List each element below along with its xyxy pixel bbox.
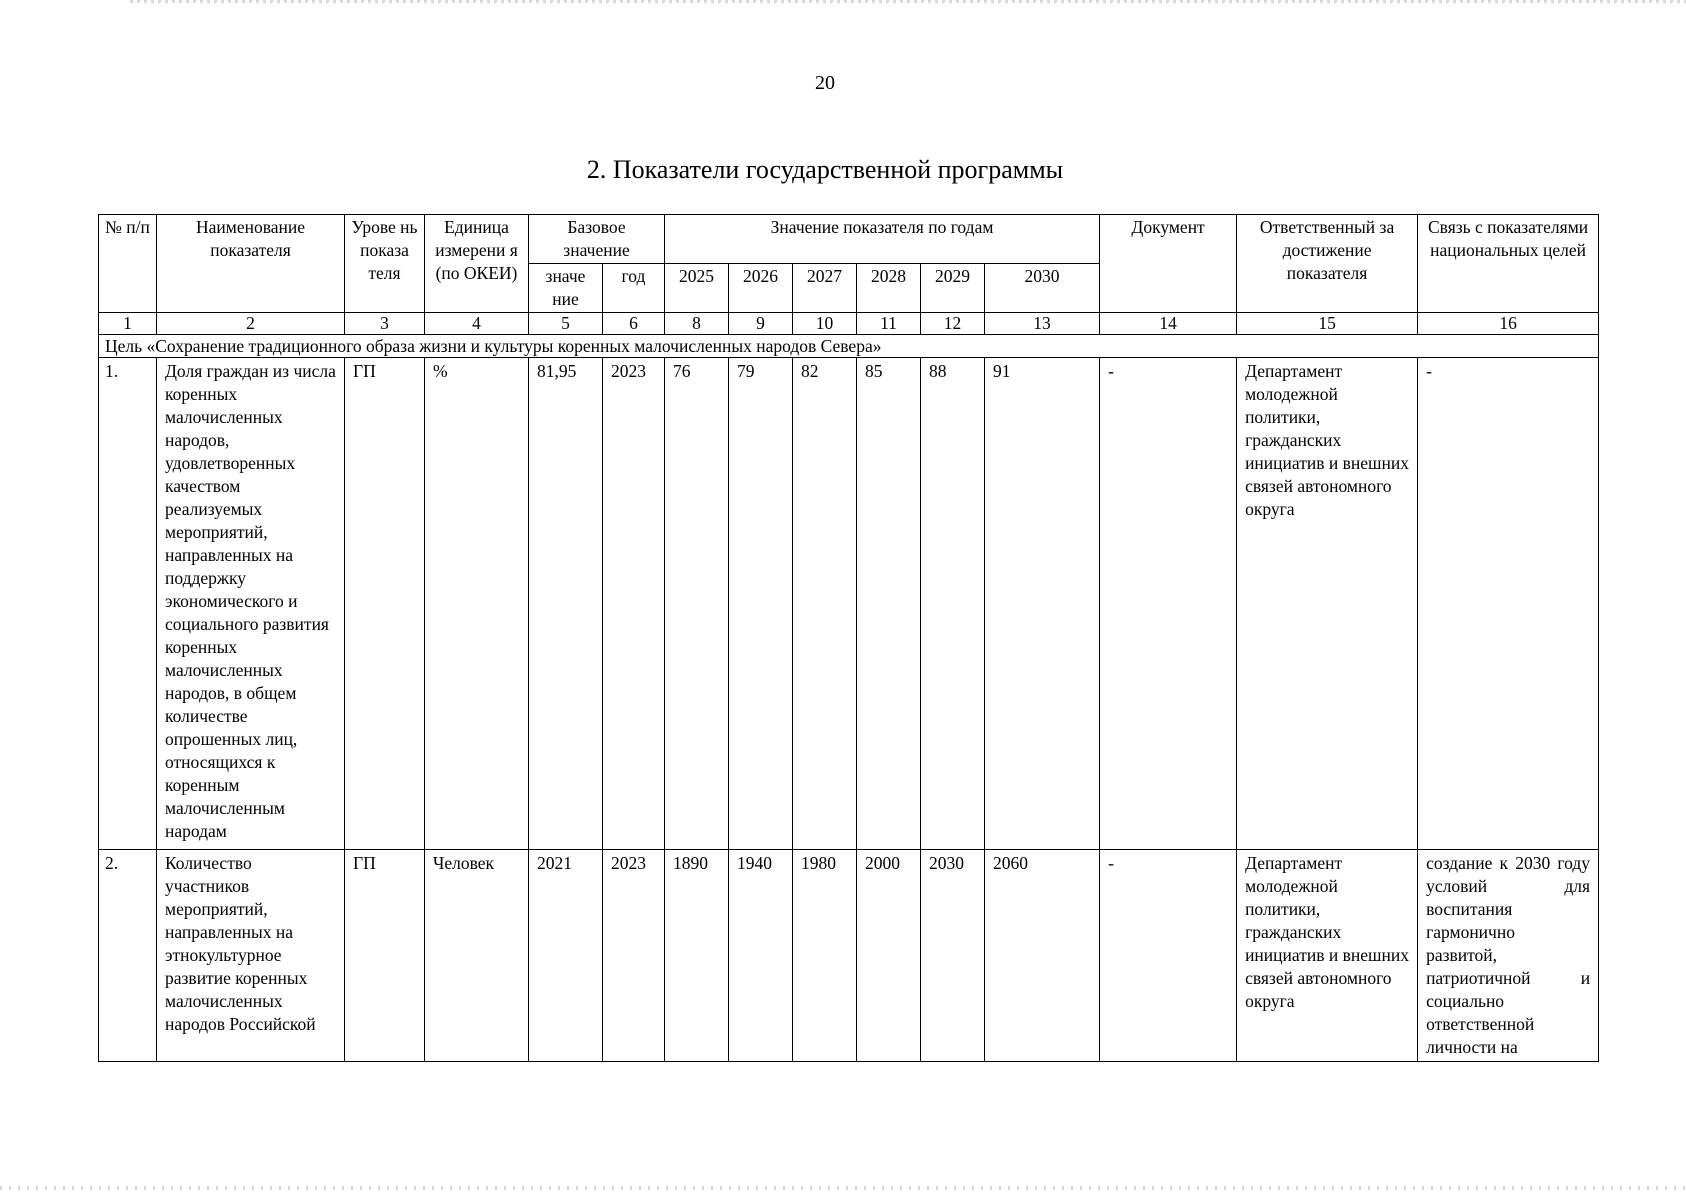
row-value-2029: 2030	[921, 850, 985, 1062]
column-number: 5	[529, 313, 603, 335]
row-num: 2.	[99, 850, 157, 1062]
row-value-2027: 1980	[793, 850, 857, 1062]
row-responsible: Департамент молодежной политики, гражданских инициатив и внешних связей автономного округа	[1237, 850, 1418, 1062]
header-document: Документ	[1100, 215, 1237, 313]
scan-edge-top	[130, 0, 1686, 3]
header-base-year: год	[603, 264, 665, 313]
row-responsible: Департамент молодежной политики, гражданских инициатив и внешних связей автономного округа	[1237, 358, 1418, 850]
column-number: 12	[921, 313, 985, 335]
column-number: 10	[793, 313, 857, 335]
table-row	[99, 358, 1599, 850]
row-num: 1.	[99, 358, 157, 850]
column-number: 15	[1237, 313, 1418, 335]
row-unit: Человек	[425, 850, 529, 1062]
header-num: № п/п	[99, 215, 157, 313]
row-value-2029: 88	[921, 358, 985, 850]
row-value-2025: 76	[665, 358, 729, 850]
page-number: 20	[815, 72, 835, 94]
column-number: 11	[857, 313, 921, 335]
row-value-2026: 1940	[729, 850, 793, 1062]
column-number: 9	[729, 313, 793, 335]
goal-row	[99, 335, 1599, 358]
header-row-1	[99, 215, 1599, 264]
header-year: 2026	[729, 264, 793, 313]
row-name: Количество участников мероприятий, направленных на этнокультурное развитие коренных малочисленных народов Российской	[157, 850, 345, 1062]
row-value-2026: 79	[729, 358, 793, 850]
column-number-row	[99, 313, 1599, 335]
row-document: -	[1100, 850, 1237, 1062]
row-level: ГП	[345, 850, 425, 1062]
header-year: 2030	[985, 264, 1100, 313]
scan-edge-bottom	[0, 1186, 1686, 1190]
header-base-value: значе ние	[529, 264, 603, 313]
column-number: 6	[603, 313, 665, 335]
row-value-2027: 82	[793, 358, 857, 850]
goal-text: Цель «Сохранение традиционного образа жизни и культуры коренных малочисленных народов Севера»	[99, 335, 1599, 358]
column-number: 8	[665, 313, 729, 335]
header-year: 2027	[793, 264, 857, 313]
header-year: 2028	[857, 264, 921, 313]
row-link: -	[1418, 358, 1599, 850]
indicators-table	[98, 214, 1599, 1062]
row-value-2030: 2060	[985, 850, 1100, 1062]
row-name: Доля граждан из числа коренных малочисленных народов, удовлетворенных качеством реализуемых мероприятий, направленных на поддержку экономического и социального развития коренных малочисленных народов, в общем количестве опрошенных лиц, относящихся к коренным малочисленным народам	[157, 358, 345, 850]
table-row	[99, 850, 1599, 1062]
header-level: Урове нь показа теля	[345, 215, 425, 313]
header-name: Наименование показателя	[157, 215, 345, 313]
column-number: 4	[425, 313, 529, 335]
column-number: 14	[1100, 313, 1237, 335]
row-link: создание к 2030 году условий для воспитания гармонично развитой, патриотичной и социально ответственной личности на	[1418, 850, 1599, 1062]
header-year: 2029	[921, 264, 985, 313]
row-base-year: 2023	[603, 850, 665, 1062]
column-number: 1	[99, 313, 157, 335]
row-base-value: 2021	[529, 850, 603, 1062]
header-year: 2025	[665, 264, 729, 313]
column-number: 3	[345, 313, 425, 335]
row-base-value: 81,95	[529, 358, 603, 850]
row-base-year: 2023	[603, 358, 665, 850]
row-value-2025: 1890	[665, 850, 729, 1062]
row-value-2028: 2000	[857, 850, 921, 1062]
header-by-years: Значение показателя по годам	[665, 215, 1100, 264]
header-unit: Единица измерени я (по ОКЕИ)	[425, 215, 529, 313]
row-document: -	[1100, 358, 1237, 850]
header-responsible: Ответственный за достижение показателя	[1237, 215, 1418, 313]
row-value-2030: 91	[985, 358, 1100, 850]
page-title: 2. Показатели государственной программы	[586, 155, 1064, 184]
row-unit: %	[425, 358, 529, 850]
column-number: 13	[985, 313, 1100, 335]
column-number: 2	[157, 313, 345, 335]
column-number: 16	[1418, 313, 1599, 335]
header-base: Базовое значение	[529, 215, 665, 264]
row-value-2028: 85	[857, 358, 921, 850]
row-level: ГП	[345, 358, 425, 850]
header-link: Связь с показателями национальных целей	[1418, 215, 1599, 313]
